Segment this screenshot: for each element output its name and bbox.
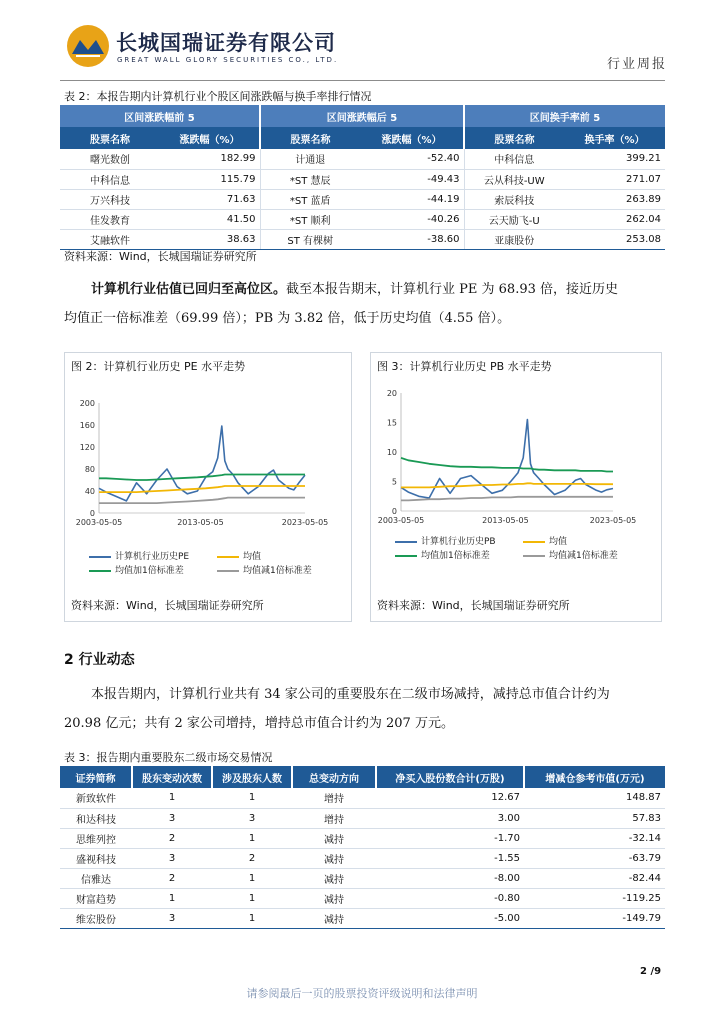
pb-chart [371, 383, 663, 543]
y-tick-label: 15 [386, 418, 397, 428]
table-cell: 253.08 [564, 229, 665, 249]
table3-caption: 表 3：报告期内重要股东二级市场交易情况 [64, 751, 273, 764]
table-cell: 佳发教育 [60, 209, 160, 229]
table3-transactions [60, 766, 665, 929]
table-cell: -40.26 [360, 209, 464, 229]
table-cell: 财富趋势 [60, 888, 132, 908]
table3-col-header: 增减仓参考市值(万元) [524, 766, 665, 788]
table-cell: -5.00 [376, 908, 524, 928]
table-cell: 盛视科技 [60, 848, 132, 868]
x-tick-label: 2013-05-05 [177, 518, 224, 527]
y-tick-label: 0 [391, 507, 397, 516]
series-line-0 [99, 426, 305, 501]
table-cell: *ST 慧辰 [260, 169, 360, 189]
table-cell: 减持 [292, 908, 376, 928]
table-cell: *ST 蓝盾 [260, 189, 360, 209]
table-row [60, 828, 665, 848]
table-cell: 262.04 [564, 209, 665, 229]
y-tick-label: 0 [89, 509, 95, 518]
table-cell: 2 [212, 848, 292, 868]
pe-chart-source: 资料来源：Wind，长城国瑞证券研究所 [71, 599, 264, 612]
table2-col-header: 涨跌幅（%） [160, 127, 260, 149]
table-row [60, 788, 665, 808]
table-cell: 2 [132, 828, 212, 848]
table-cell: 41.50 [160, 209, 260, 229]
company-logo-icon [66, 24, 110, 68]
table-cell: -44.19 [360, 189, 464, 209]
valuation-lead: 计算机行业估值已回归至高位区。 [91, 282, 287, 297]
table-cell: -52.40 [360, 149, 464, 169]
table-cell: 1 [212, 788, 292, 808]
table-row [60, 209, 665, 229]
table-cell: -119.25 [524, 888, 665, 908]
table-row [60, 189, 665, 209]
table-cell: ST 有棵树 [260, 229, 360, 249]
table-cell: 3 [132, 908, 212, 928]
table-cell: 索辰科技 [464, 189, 564, 209]
table-cell: 增持 [292, 788, 376, 808]
table-cell: 1 [132, 888, 212, 908]
table-cell: 3.00 [376, 808, 524, 828]
table3-col-header: 净买入股份数合计(万股) [376, 766, 524, 788]
table-row [60, 868, 665, 888]
section2-text-1: 本报告期内，计算机行业共有 34 家公司的重要股东在二级市场减持，减持总市值合计约为 [91, 687, 610, 702]
table-cell: 和达科技 [60, 808, 132, 828]
table2-col-header: 股票名称 [260, 127, 360, 149]
table-cell: 减持 [292, 848, 376, 868]
pe-legend-item: 均值减1倍标准差 [217, 563, 312, 576]
table-cell: 减持 [292, 828, 376, 848]
x-tick-label: 2003-05-05 [377, 516, 425, 525]
table3-col-header: 证券简称 [60, 766, 132, 788]
table-cell: 万兴科技 [60, 189, 160, 209]
pb-legend-item: 均值加1倍标准差 [395, 548, 490, 561]
table-cell: 信雅达 [60, 868, 132, 888]
table-cell: 1 [212, 888, 292, 908]
table-row [60, 229, 665, 249]
valuation-paragraph [64, 277, 669, 303]
report-type-label: 行业周报 [607, 57, 668, 72]
table-cell: 云天励飞-U [464, 209, 564, 229]
table2-col-header: 股票名称 [464, 127, 564, 149]
x-tick-label: 2003-05-05 [75, 518, 123, 527]
table-cell: 263.89 [564, 189, 665, 209]
table2-group-header: 区间涨跌幅后 5 [260, 105, 464, 127]
footer-disclaimer-link[interactable]: 请参阅最后一页的股票投资评级说明和法律声明 [246, 987, 478, 1000]
table-cell: 增持 [292, 808, 376, 828]
table2-ranking [60, 105, 665, 250]
table-cell: 38.63 [160, 229, 260, 249]
company-name-cn: 长城国瑞证券有限公司 [116, 31, 336, 55]
table-row [60, 888, 665, 908]
table-cell: 12.67 [376, 788, 524, 808]
table2-source: 资料来源：Wind，长城国瑞证券研究所 [64, 250, 257, 263]
table-cell: -63.79 [524, 848, 665, 868]
x-tick-label: 2023-05-05 [589, 516, 637, 525]
table-cell: -49.43 [360, 169, 464, 189]
table-cell: 1 [212, 828, 292, 848]
table-cell: *ST 顺利 [260, 209, 360, 229]
table-cell: 271.07 [564, 169, 665, 189]
table2-col-header: 换手率（%） [564, 127, 665, 149]
table-row [60, 848, 665, 868]
page-number: 2 /9 [640, 966, 662, 977]
table-cell: 维宏股份 [60, 908, 132, 928]
y-tick-label: 200 [79, 399, 95, 408]
table3-col-header: 总变动方向 [292, 766, 376, 788]
y-tick-label: 10 [386, 448, 397, 457]
y-tick-label: 80 [84, 465, 95, 474]
table-cell: 1 [212, 868, 292, 888]
table-cell: 182.99 [160, 149, 260, 169]
table-cell: 减持 [292, 888, 376, 908]
table-cell: 71.63 [160, 189, 260, 209]
pb-legend-item: 均值 [523, 534, 567, 547]
table3-col-header: 涉及股东人数 [212, 766, 292, 788]
table-cell: -1.70 [376, 828, 524, 848]
table2-col-header: 涨跌幅（%） [360, 127, 464, 149]
pe-legend-item: 计算机行业历史PE [89, 549, 189, 562]
table-cell: -0.80 [376, 888, 524, 908]
pb-chart-panel [370, 352, 662, 622]
table2-caption: 表 2：本报告期内计算机行业个股区间涨跌幅与换手率排行情况 [64, 90, 372, 103]
pb-legend-item: 计算机行业历史PB [395, 534, 496, 547]
pe-chart-title: 图 2：计算机行业历史 PE 水平走势 [71, 360, 246, 373]
series-line-1 [401, 483, 613, 487]
table-cell: 中科信息 [464, 149, 564, 169]
table-cell: 1 [212, 908, 292, 928]
table-row [60, 149, 665, 169]
pe-chart-panel [64, 352, 352, 622]
series-line-2 [99, 475, 305, 481]
y-tick-label: 5 [391, 477, 397, 487]
pe-legend-item: 均值 [217, 549, 261, 562]
pe-chart [65, 383, 353, 573]
table-cell: 艾融软件 [60, 229, 160, 249]
series-line-0 [401, 420, 613, 499]
table-cell: 1 [132, 788, 212, 808]
table-cell: 3 [132, 808, 212, 828]
x-tick-label: 2013-05-05 [482, 516, 529, 525]
y-tick-label: 160 [79, 421, 95, 430]
table-cell: -8.00 [376, 868, 524, 888]
pb-legend-item: 均值减1倍标准差 [523, 548, 618, 561]
y-tick-label: 40 [84, 487, 95, 496]
x-tick-label: 2023-05-05 [281, 518, 329, 527]
table-cell: 新致软件 [60, 788, 132, 808]
series-line-2 [401, 458, 613, 472]
table-cell: 中科信息 [60, 169, 160, 189]
table3-col-header: 股东变动次数 [132, 766, 212, 788]
table2-group-header: 区间换手率前 5 [464, 105, 665, 127]
table-row [60, 908, 665, 928]
table-cell: 399.21 [564, 149, 665, 169]
table-cell: 115.79 [160, 169, 260, 189]
table-cell: 云从科技-UW [464, 169, 564, 189]
section2-text-2: 20.98 亿元；共有 2 家公司增持，增持总市值合计约为 207 万元。 [64, 716, 454, 731]
table-cell: 3 [132, 848, 212, 868]
pb-chart-title: 图 3：计算机行业历史 PB 水平走势 [377, 360, 552, 373]
table-cell: 曙光数创 [60, 149, 160, 169]
table-cell: -38.60 [360, 229, 464, 249]
table-cell: 2 [132, 868, 212, 888]
table-cell: 计通退 [260, 149, 360, 169]
table-cell: 57.83 [524, 808, 665, 828]
table-cell: -82.44 [524, 868, 665, 888]
table-row [60, 808, 665, 828]
section-heading: 2 行业动态 [64, 652, 135, 668]
pe-legend-item: 均值加1倍标准差 [89, 563, 184, 576]
valuation-text-1: 截至本报告期末，计算机行业 PE 为 68.93 倍，接近历史 [286, 282, 618, 297]
series-line-1 [99, 486, 305, 492]
series-line-3 [401, 497, 613, 501]
valuation-text-2: 均值正一倍标准差（69.99 倍）；PB 为 3.82 倍，低于历史均值（4.55 倍）。 [64, 311, 511, 326]
table-cell: 减持 [292, 868, 376, 888]
y-tick-label: 120 [79, 443, 95, 452]
header-divider [60, 80, 665, 81]
table-cell: -32.14 [524, 828, 665, 848]
y-tick-label: 20 [386, 389, 397, 398]
table-cell: 3 [212, 808, 292, 828]
table-cell: 亚康股份 [464, 229, 564, 249]
table-cell: 148.87 [524, 788, 665, 808]
series-line-3 [99, 498, 305, 504]
company-name-en: GREAT WALL GLORY SECURITIES CO., LTD. [117, 56, 339, 64]
table2-col-header: 股票名称 [60, 127, 160, 149]
table-cell: -1.55 [376, 848, 524, 868]
table-cell: 思维列控 [60, 828, 132, 848]
table2-group-header: 区间涨跌幅前 5 [60, 105, 260, 127]
pb-chart-source: 资料来源：Wind，长城国瑞证券研究所 [377, 599, 570, 612]
table-cell: -149.79 [524, 908, 665, 928]
table-row [60, 169, 665, 189]
